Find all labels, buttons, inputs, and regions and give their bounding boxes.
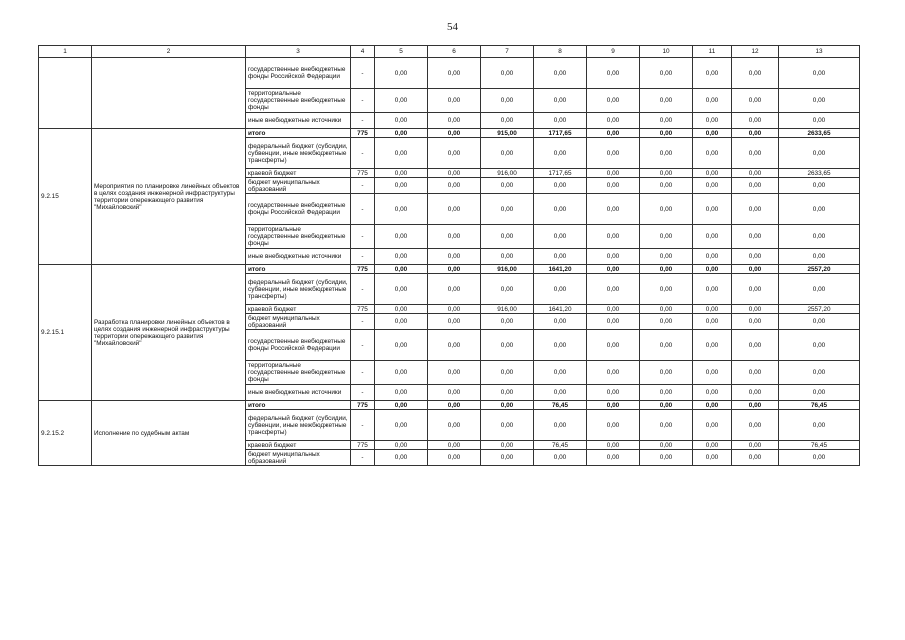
funding-source: территориальные государственные внебюджетные фонды [246, 361, 351, 385]
budget-code-cell: - [351, 89, 375, 113]
value-cell: 0,00 [375, 58, 428, 89]
table-row [39, 401, 860, 410]
column-header: 12 [732, 46, 779, 58]
activity-code: 9.2.15.2 [39, 401, 92, 466]
value-cell: 0,00 [375, 249, 428, 265]
value-cell: 0,00 [481, 89, 534, 113]
funding-source: территориальные государственные внебюджетные фонды [246, 225, 351, 249]
value-cell: 0,00 [640, 169, 693, 178]
funding-source: федеральный бюджет (субсидии, субвенции, иные межбюджетные трансферты) [246, 138, 351, 169]
value-cell: 0,00 [428, 265, 481, 274]
budget-code-cell: - [351, 138, 375, 169]
value-cell: 0,00 [640, 305, 693, 314]
value-cell: 0,00 [587, 401, 640, 410]
value-cell: 0,00 [693, 361, 732, 385]
value-cell: 0,00 [428, 178, 481, 194]
value-cell: 0,00 [693, 385, 732, 401]
total-value-cell: 0,00 [779, 89, 860, 113]
value-cell: 0,00 [428, 129, 481, 138]
budget-code-cell: 775 [351, 265, 375, 274]
value-cell: 0,00 [587, 274, 640, 305]
funding-source: государственные внебюджетные фонды Российской Федерации [246, 194, 351, 225]
value-cell: 0,00 [587, 58, 640, 89]
value-cell: 0,00 [693, 225, 732, 249]
value-cell: 0,00 [732, 169, 779, 178]
value-cell: 915,00 [481, 129, 534, 138]
value-cell: 0,00 [375, 138, 428, 169]
value-cell: 0,00 [481, 225, 534, 249]
value-cell: 0,00 [534, 410, 587, 441]
total-value-cell: 2633,65 [779, 129, 860, 138]
value-cell: 0,00 [375, 129, 428, 138]
value-cell: 0,00 [587, 330, 640, 361]
value-cell: 0,00 [732, 441, 779, 450]
total-value-cell: 76,45 [779, 441, 860, 450]
value-cell: 0,00 [732, 178, 779, 194]
funding-source: иные внебюджетные источники [246, 385, 351, 401]
budget-code-cell: - [351, 274, 375, 305]
value-cell: 0,00 [587, 450, 640, 466]
value-cell: 0,00 [587, 265, 640, 274]
value-cell: 0,00 [428, 305, 481, 314]
column-header: 5 [375, 46, 428, 58]
value-cell: 0,00 [534, 249, 587, 265]
activity-code: 9.2.15 [39, 129, 92, 265]
value-cell: 0,00 [481, 410, 534, 441]
funding-source: государственные внебюджетные фонды Российской Федерации [246, 58, 351, 89]
value-cell: 916,00 [481, 265, 534, 274]
activity-name [92, 58, 246, 129]
funding-source: территориальные государственные внебюджетные фонды [246, 89, 351, 113]
total-value-cell: 0,00 [779, 385, 860, 401]
value-cell: 0,00 [481, 361, 534, 385]
value-cell: 0,00 [732, 305, 779, 314]
value-cell: 76,45 [534, 401, 587, 410]
value-cell: 0,00 [640, 330, 693, 361]
funding-source: федеральный бюджет (субсидии, субвенции, иные межбюджетные трансферты) [246, 410, 351, 441]
value-cell: 1717,65 [534, 129, 587, 138]
value-cell: 0,00 [481, 330, 534, 361]
total-value-cell: 0,00 [779, 194, 860, 225]
value-cell: 0,00 [732, 113, 779, 129]
budget-code-cell: - [351, 178, 375, 194]
value-cell: 0,00 [587, 129, 640, 138]
total-value-cell: 0,00 [779, 410, 860, 441]
value-cell: 0,00 [640, 361, 693, 385]
budget-code-cell: - [351, 361, 375, 385]
activity-code: 9.2.15.1 [39, 265, 92, 401]
budget-code-cell: 775 [351, 129, 375, 138]
value-cell: 0,00 [534, 450, 587, 466]
value-cell: 0,00 [534, 274, 587, 305]
column-header: 2 [92, 46, 246, 58]
value-cell: 0,00 [534, 361, 587, 385]
value-cell: 0,00 [732, 138, 779, 169]
value-cell: 0,00 [732, 129, 779, 138]
value-cell: 0,00 [732, 401, 779, 410]
value-cell: 0,00 [587, 441, 640, 450]
value-cell: 76,45 [534, 441, 587, 450]
value-cell: 0,00 [640, 225, 693, 249]
value-cell: 0,00 [481, 194, 534, 225]
value-cell: 0,00 [428, 330, 481, 361]
value-cell: 0,00 [693, 138, 732, 169]
value-cell: 0,00 [732, 330, 779, 361]
funding-source: бюджет муниципальных образований [246, 178, 351, 194]
value-cell: 0,00 [375, 410, 428, 441]
value-cell: 0,00 [640, 441, 693, 450]
value-cell: 0,00 [693, 330, 732, 361]
value-cell: 0,00 [428, 249, 481, 265]
value-cell: 0,00 [375, 361, 428, 385]
total-value-cell: 0,00 [779, 361, 860, 385]
table-body [39, 58, 860, 466]
value-cell: 0,00 [375, 450, 428, 466]
value-cell: 0,00 [587, 225, 640, 249]
value-cell: 1641,20 [534, 305, 587, 314]
value-cell: 0,00 [375, 274, 428, 305]
funding-source: федеральный бюджет (субсидии, субвенции, иные межбюджетные трансферты) [246, 274, 351, 305]
activity-name: Разработка планировки линейных объектов в целях создания инженерной инфраструктуры территории опережающего развития "Михайловский" [92, 265, 246, 401]
budget-code-cell: - [351, 249, 375, 265]
value-cell: 0,00 [732, 274, 779, 305]
value-cell: 0,00 [428, 274, 481, 305]
value-cell: 0,00 [375, 178, 428, 194]
value-cell: 0,00 [428, 385, 481, 401]
value-cell: 0,00 [640, 265, 693, 274]
value-cell: 0,00 [693, 274, 732, 305]
value-cell: 0,00 [587, 385, 640, 401]
value-cell: 0,00 [640, 113, 693, 129]
total-value-cell: 0,00 [779, 450, 860, 466]
activity-name: Мероприятия по планировке линейных объектов в целях создания инженерной инфраструктуры территории опережающего развития "Михайловский" [92, 129, 246, 265]
value-cell: 0,00 [375, 225, 428, 249]
value-cell: 1717,65 [534, 169, 587, 178]
budget-code-cell: - [351, 330, 375, 361]
total-value-cell: 2557,20 [779, 265, 860, 274]
value-cell: 0,00 [640, 178, 693, 194]
value-cell: 0,00 [534, 178, 587, 194]
column-header: 11 [693, 46, 732, 58]
value-cell: 0,00 [481, 178, 534, 194]
column-header: 7 [481, 46, 534, 58]
value-cell: 0,00 [640, 138, 693, 169]
value-cell: 0,00 [375, 314, 428, 330]
value-cell: 0,00 [481, 441, 534, 450]
total-value-cell: 0,00 [779, 138, 860, 169]
value-cell: 0,00 [640, 129, 693, 138]
value-cell: 1641,20 [534, 265, 587, 274]
value-cell: 0,00 [481, 385, 534, 401]
table-row [39, 129, 860, 138]
funding-source: бюджет муниципальных образований [246, 450, 351, 466]
value-cell: 0,00 [693, 58, 732, 89]
budget-code-cell: - [351, 58, 375, 89]
value-cell: 0,00 [428, 169, 481, 178]
value-cell: 0,00 [375, 401, 428, 410]
table-header-row [39, 46, 860, 58]
funding-source: итого [246, 129, 351, 138]
value-cell: 0,00 [587, 314, 640, 330]
value-cell: 0,00 [481, 249, 534, 265]
value-cell: 0,00 [693, 410, 732, 441]
value-cell: 0,00 [534, 314, 587, 330]
funding-source: итого [246, 401, 351, 410]
total-value-cell: 2633,65 [779, 169, 860, 178]
value-cell: 0,00 [587, 138, 640, 169]
total-value-cell: 0,00 [779, 178, 860, 194]
value-cell: 0,00 [640, 58, 693, 89]
value-cell: 0,00 [375, 330, 428, 361]
value-cell: 0,00 [534, 89, 587, 113]
value-cell: 0,00 [732, 265, 779, 274]
value-cell: 0,00 [428, 410, 481, 441]
value-cell: 0,00 [732, 194, 779, 225]
value-cell: 0,00 [587, 410, 640, 441]
value-cell: 0,00 [534, 113, 587, 129]
value-cell: 0,00 [428, 401, 481, 410]
value-cell: 0,00 [481, 113, 534, 129]
value-cell: 0,00 [428, 89, 481, 113]
value-cell: 0,00 [693, 169, 732, 178]
table-row [39, 265, 860, 274]
value-cell: 0,00 [693, 113, 732, 129]
funding-source: краевой бюджет [246, 305, 351, 314]
value-cell: 0,00 [640, 450, 693, 466]
value-cell: 0,00 [481, 58, 534, 89]
value-cell: 0,00 [693, 401, 732, 410]
value-cell: 0,00 [732, 249, 779, 265]
funding-source: краевой бюджет [246, 441, 351, 450]
value-cell: 0,00 [481, 450, 534, 466]
budget-code-cell: - [351, 450, 375, 466]
value-cell: 0,00 [732, 89, 779, 113]
value-cell: 0,00 [375, 441, 428, 450]
funding-source: иные внебюджетные источники [246, 249, 351, 265]
value-cell: 0,00 [375, 265, 428, 274]
funding-source: итого [246, 265, 351, 274]
total-value-cell: 2557,20 [779, 305, 860, 314]
total-value-cell: 0,00 [779, 274, 860, 305]
value-cell: 0,00 [534, 385, 587, 401]
value-cell: 0,00 [732, 385, 779, 401]
value-cell: 0,00 [693, 129, 732, 138]
total-value-cell: 0,00 [779, 314, 860, 330]
value-cell: 0,00 [534, 58, 587, 89]
value-cell: 0,00 [481, 401, 534, 410]
value-cell: 0,00 [587, 89, 640, 113]
value-cell: 0,00 [534, 330, 587, 361]
column-header: 4 [351, 46, 375, 58]
value-cell: 0,00 [693, 305, 732, 314]
budget-code-cell: - [351, 194, 375, 225]
budget-code-cell: 775 [351, 305, 375, 314]
value-cell: 0,00 [640, 89, 693, 113]
budget-code-cell: - [351, 385, 375, 401]
column-header: 3 [246, 46, 351, 58]
value-cell: 0,00 [693, 89, 732, 113]
value-cell: 0,00 [640, 274, 693, 305]
value-cell: 0,00 [732, 450, 779, 466]
column-header: 9 [587, 46, 640, 58]
budget-code-cell: - [351, 225, 375, 249]
activity-code [39, 58, 92, 129]
value-cell: 0,00 [587, 169, 640, 178]
value-cell: 0,00 [375, 113, 428, 129]
funding-source: иные внебюджетные источники [246, 113, 351, 129]
total-value-cell: 0,00 [779, 249, 860, 265]
value-cell: 0,00 [428, 314, 481, 330]
value-cell: 0,00 [693, 194, 732, 225]
value-cell: 0,00 [587, 305, 640, 314]
value-cell: 0,00 [375, 385, 428, 401]
value-cell: 0,00 [481, 314, 534, 330]
value-cell: 0,00 [375, 169, 428, 178]
value-cell: 0,00 [640, 401, 693, 410]
column-header: 10 [640, 46, 693, 58]
value-cell: 0,00 [375, 89, 428, 113]
column-header: 13 [779, 46, 860, 58]
total-value-cell: 0,00 [779, 113, 860, 129]
value-cell: 0,00 [640, 314, 693, 330]
value-cell: 0,00 [481, 274, 534, 305]
column-header: 1 [39, 46, 92, 58]
table-row [39, 58, 860, 89]
value-cell: 0,00 [587, 178, 640, 194]
value-cell: 0,00 [481, 138, 534, 169]
value-cell: 0,00 [693, 178, 732, 194]
total-value-cell: 0,00 [779, 225, 860, 249]
value-cell: 0,00 [693, 441, 732, 450]
budget-table [38, 45, 860, 466]
value-cell: 0,00 [693, 249, 732, 265]
funding-source: краевой бюджет [246, 169, 351, 178]
value-cell: 0,00 [693, 265, 732, 274]
total-value-cell: 0,00 [779, 58, 860, 89]
value-cell: 0,00 [732, 361, 779, 385]
value-cell: 0,00 [587, 113, 640, 129]
budget-code-cell: 775 [351, 441, 375, 450]
column-header: 6 [428, 46, 481, 58]
value-cell: 0,00 [534, 138, 587, 169]
value-cell: 0,00 [428, 225, 481, 249]
value-cell: 0,00 [428, 441, 481, 450]
value-cell: 916,00 [481, 305, 534, 314]
value-cell: 0,00 [375, 194, 428, 225]
value-cell: 916,00 [481, 169, 534, 178]
value-cell: 0,00 [428, 113, 481, 129]
value-cell: 0,00 [428, 58, 481, 89]
value-cell: 0,00 [640, 410, 693, 441]
value-cell: 0,00 [640, 385, 693, 401]
value-cell: 0,00 [587, 194, 640, 225]
value-cell: 0,00 [534, 194, 587, 225]
value-cell: 0,00 [732, 58, 779, 89]
budget-code-cell: - [351, 410, 375, 441]
value-cell: 0,00 [428, 194, 481, 225]
budget-code-cell: 775 [351, 169, 375, 178]
value-cell: 0,00 [587, 249, 640, 265]
value-cell: 0,00 [640, 249, 693, 265]
budget-code-cell: 775 [351, 401, 375, 410]
value-cell: 0,00 [428, 138, 481, 169]
value-cell: 0,00 [693, 314, 732, 330]
activity-name: Исполнение по судебным актам [92, 401, 246, 466]
column-header: 8 [534, 46, 587, 58]
value-cell: 0,00 [732, 225, 779, 249]
funding-source: государственные внебюджетные фонды Российской Федерации [246, 330, 351, 361]
value-cell: 0,00 [375, 305, 428, 314]
budget-code-cell: - [351, 113, 375, 129]
budget-code-cell: - [351, 314, 375, 330]
value-cell: 0,00 [428, 361, 481, 385]
page-number: 54 [447, 21, 458, 33]
total-value-cell: 0,00 [779, 330, 860, 361]
value-cell: 0,00 [732, 410, 779, 441]
value-cell: 0,00 [534, 225, 587, 249]
value-cell: 0,00 [693, 450, 732, 466]
value-cell: 0,00 [428, 450, 481, 466]
value-cell: 0,00 [732, 314, 779, 330]
value-cell: 0,00 [640, 194, 693, 225]
funding-source: бюджет муниципальных образований [246, 314, 351, 330]
total-value-cell: 76,45 [779, 401, 860, 410]
value-cell: 0,00 [587, 361, 640, 385]
